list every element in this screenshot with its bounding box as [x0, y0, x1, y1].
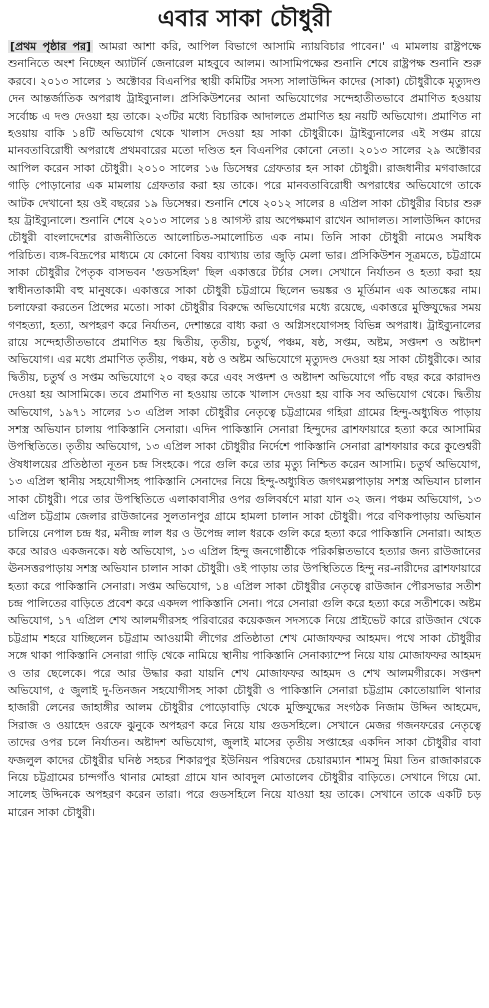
continuation-tag: [প্রথম পৃষ্ঠার পর]	[10, 40, 91, 53]
article-body	[8, 38, 481, 821]
article-text: আমরা আশা করি, আপিল বিভাগে আসামি ন্যায়বিচার পাবেন।' এ মামলায় রাষ্ট্রপক্ষে শুনানিতে অংশ নিচ্ছেন অ্যাটর্নি জেনারেল মাহবুবে আলম। আসামিপক্ষের শুনানি শেষে রাষ্ট্রপক্ষ শুনানি শুরু করবে। ২০১৩ সালের ১ অক্টোবর বিএনপির স্থায়ী কমিটির সদস্য সালাউদ্দিন কাদের (সাকা) চৌধুরীকে মৃত্যুদণ্ড দেন আন্তর্জাতিক অপরাধ ট্রাইব্যুনাল। প্রসিকিউশনের আনা অভিযোগের সন্দেহাতীতভাবে প্রমাণিত হওয়ায় সর্বোচ্চ এ দণ্ড দেওয়া হয় তাকে। ২৩টির মধ্যে বিচারিক আদালতে প্রমাণিত হয় নয়টি অভিযোগ। প্রমাণিত না হওয়ায় বাকি ১৪টি অভিযোগ থেকে খালাস দেওয়া হয় সাকা চৌধুরীকে। ট্রাইব্যুনালের এই সপ্তম রায়ে মানবতাবিরোধী অপরাধে প্রথমবারের মতো দণ্ডিত হন বিএনপির কোনো নেতা। ২০১৩ সালের ২৯ অক্টোবর আপিল করেন সাকা চৌধুরী। ২০১০ সালের ১৬ ডিসেম্বর গ্রেফতার হন সাকা চৌধুরী। রাজধানীর মগবাজারে গাড়ি পোড়ানোর এক মামলায় গ্রেফতার করা হয় তাকে। পরে মানবতাবিরোধী অপরাধের অভিযোগে তাকে আটক দেখানো হয় ওই বছরের ১৯ ডিসেম্বর। শুনানি শেষে ২০১২ সালের ৪ এপ্রিল সাকা চৌধুরীর বিচার শুরু হয় ট্রাইব্যুনালে। শুনানি শেষে ২০১৩ সালের ১৪ আগস্ট রায় অপেক্ষমাণ রাখেন আদালত। সালাউদ্দিন কাদের চৌধুরী বাংলাদেশের রাজনীতিতে আলোচিত-সমালোচিত এক নাম। তিনি সাকা চৌধুরী নামেও সমধিক পরিচিত। ব্যঙ্গ-বিদ্রূপের মাধ্যমে যে কোনো বিষয় ব্যাখ্যায় তার জুড়ি মেলা ভার। প্রসিকিউশন সূত্রমতে, চট্টগ্রামে সাকা চৌধুরীর পৈতৃক বাসভবন 'গুডসহিল' ছিল একাত্তরে টর্চার সেল। সেখানে নির্যাতন ও হত্যা করা হয় স্বাধীনতাকামী বহু মানুষকে। একাত্তরে সাকা চৌধুরী চট্টগ্রামে ছিলেন ভয়ঙ্কর ও মূর্তিমান এক আতঙ্কের নাম। চলাফেরা করতেন প্রিন্সের মতো। সাকা চৌধুরীর বিরুদ্ধে অভিযোগের মধ্যে রয়েছে, একাত্তরে মুক্তিযুদ্ধের সময় গণহত্যা, হত্যা, অপহরণ করে নির্যাতন, দেশান্তরে বাধ্য করা ও অগ্নিসংযোগসহ বিভিন্ন অপরাধ। ট্রাইব্যুনালের রায়ে সন্দেহাতীতভাবে প্রমাণিত হয় দ্বিতীয়, তৃতীয়, চতুর্থ, পঞ্চম, ষষ্ঠ, সপ্তম, অষ্টম, সপ্তদশ ও অষ্টাদশ অভিযোগ। এর মধ্যে প্রমাণিত তৃতীয়, পঞ্চম, ষষ্ঠ ও অষ্টম অভিযোগে মৃত্যুদণ্ড দেওয়া হয় সাকা চৌধুরীকে। আর দ্বিতীয়, চতুর্থ ও সপ্তম অভিযোগে ২০ বছর করে এবং সপ্তদশ ও অষ্টাদশ অভিযোগে পাঁচ বছর করে কারাদণ্ড দেওয়া হয় আসামিকে। তবে প্রমাণিত না হওয়ায় তাকে খালাস দেওয়া হয় বাকি সব অভিযোগ থেকে। দ্বিতীয় অভিযোগ, ১৯৭১ সালের ১৩ এপ্রিল সাকা চৌধুরীর নেতৃত্বে চট্টগ্রামের গহিরা গ্রামের হিন্দু-অধ্যুষিত পাড়ায় সশস্ত্র অভিযান চালায় পাকিস্তানি সেনারা। এদিন পাকিস্তানি সেনারা হিন্দুদের ব্রাশফায়ারে হত্যা করে আসামির উপস্থিতিতে। তৃতীয় অভিযোগ, ১৩ এপ্রিল সাকা চৌধুরীর নির্দেশে পাকিস্তানি সেনারা ব্রাশফায়ার করে কুণ্ডেশ্বরী ঔষধালয়ের প্রতিষ্ঠাতা নূতন চন্দ্র সিংহকে। পরে গুলি করে তার মৃত্যু নিশ্চিত করেন আসামি। চতুর্থ অভিযোগ, ১৩ এপ্রিল স্থানীয় সহযোগীসহ পাকিস্তানি সেনাদের নিয়ে হিন্দু-অধ্যুষিত জগৎমল্লপাড়ায় সশস্ত্র অভিযান চালান সাকা চৌধুরী। পরে তার উপস্থিতিতে এলাকাবাসীর ওপর গুলিবর্ষণে মারা যান ৩২ জন। পঞ্চম অভিযোগ, ১৩ এপ্রিল চট্টগ্রাম জেলার রাউজানের সুলতানপুর গ্রামে হামলা চালান সাকা চৌধুরী। পরে বণিকপাড়ায় অভিযান চালিয়ে নেপাল চন্দ্র ধর, মনীন্দ্র লাল ধর ও উপেন্দ্র লাল ধরকে গুলি করে হত্যা করে পাকিস্তানি সেনারা। আহত করে আরও একজনকে। ষষ্ঠ অভিযোগ, ১৩ এপ্রিল হিন্দু জনগোষ্ঠীকে পরিকল্পিতভাবে হত্যার জন্য রাউজানের ঊনসত্তরপাড়ায় সশস্ত্র অভিযান চালান সাকা চৌধুরী। ওই পাড়ায় তার উপস্থিতিতে হিন্দু নর-নারীদের ব্রাশফায়ারে হত্যা করে পাকিস্তানি সেনারা। সপ্তম অভিযোগ, ১৪ এপ্রিল সাকা চৌধুরীর নেতৃত্বে রাউজান পৌরসভার সতীশ চন্দ্র পালিতের বাড়িতে প্রবেশ করে একদল পাকিস্তানি সেনা। পরে সেনারা গুলি করে হত্যা করে সতীশকে। অষ্টম অভিযোগ, ১৭ এপ্রিল শেখ আলমগীরসহ পরিবারের কয়েকজন সদস্যকে নিয়ে প্রাইভেট কারে রাউজান থেকে চট্টগ্রাম শহরে যাচ্ছিলেন চট্টগ্রাম আওয়ামী লীগের প্রতিষ্ঠাতা শেখ মোজাফফর আহমদ। পথে সাকা চৌধুরীর সঙ্গে থাকা পাকিস্তানি সেনারা গাড়ি থেকে নামিয়ে স্থানীয় পাকিস্তানি সেনাক্যাম্পে নিয়ে যায় মোজাফফর আহমদ ও তার ছেলেকে। পরে আর উদ্ধার করা যায়নি শেখ মোজাফফর আহমদ ও শেখ আলমগীরকে। সপ্তদশ অভিযোগ, ৫ জুলাই দু-তিনজন সহযোগীসহ সাকা চৌধুরী ও পাকিস্তানি সেনারা চট্টগ্রাম কোতোয়ালি থানার হাজারী লেনের জাহাঙ্গীর আলম চৌধুরীর পোড়োবাড়ি থেকে মুক্তিযুদ্ধের সংগঠক নিজাম উদ্দিন আহমেদ, সিরাজ ও ওয়াহেদ ওরফে ঝুনুকে অপহরণ করে নিয়ে যায় গুডসহিলে। সেখানে মেজর গজনফরের নেতৃত্বে তাদের ওপর চলে নির্যাতন। অষ্টাদশ অভিযোগ, জুলাই মাসের তৃতীয় সপ্তাহের একদিন সাকা চৌধুরীর বাবা ফজলুল কাদের চৌধুরীর ঘনিষ্ঠ সহচর শিকারপুর ইউনিয়ন পরিষদের চেয়ারম্যান শামসু মিয়া তিন রাজাকারকে নিয়ে চট্টগ্রামের চান্দগাঁও থানার মোহরা গ্রামে যান আবদুল মোতালেব চৌধুরীর বাড়িতে। সেখানে গিয়ে মো. সালেহ উদ্দিনকে অপহরণ করেন তারা। পরে গুডসহিলে নিয়ে যাওয়া হয় তাকে। সেখানে তাকে একটি চড় মারেন সাকা চৌধুরী।	[8, 40, 481, 819]
article-headline: এবার সাকা চৌধুরী	[157, 6, 332, 32]
